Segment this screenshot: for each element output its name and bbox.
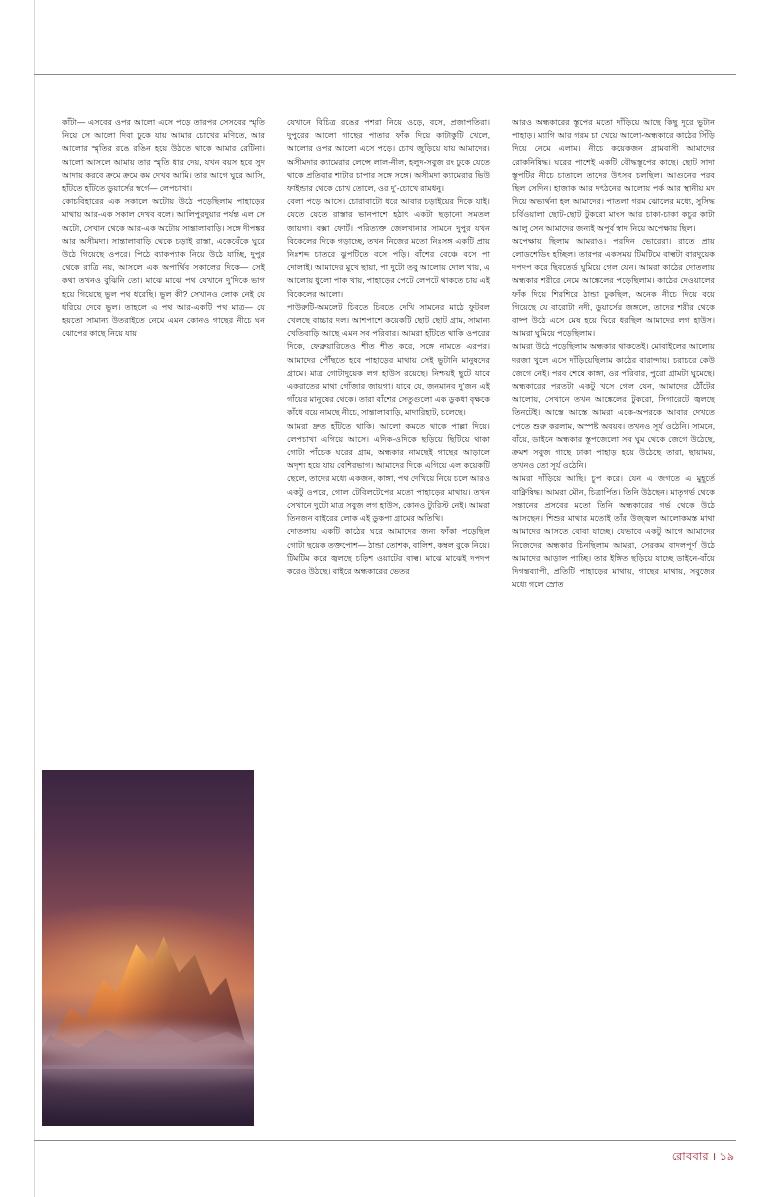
paragraph: আমরা দ্রুত হাঁটতে থাকি। আলো কমতে থাকে পাল্লা দিয়ে। লেপচাখা এগিয়ে আসে। এদিক-ওদিকে ছড়িয়ে ছিটিয়ে থাকা গোটা পাঁচেক ঘরের গ্রাম, অন্ধকার নামছেই গাছের আড়ালে অদৃশ্য হয়ে যায় বেশিরভাগ। আমাদের দিকে এগিয়ে এল কয়েকটি ছেলে, তাদের মধ্যে একজন, কাঙ্গা, পথ দেখিয়ে নিয়ে চলে আরও একটু ওপরে, গোল টেবিলটেপের মতো পাহাড়ের মাথায়। তখন সেখানে দুটো মাত্র সবুজ লগ হাউস, কোনও ট্যুরিস্ট নেই। আমরা তিনজন বাইরের লোক এই ডুকপা গ্রামের অতিথি।: [287, 421, 490, 524]
paragraph: কোচবিহারের এক সকালে অটোয় উঠে পড়েছিলাম পাহাড়ের মাথায় আর-এক সকাল দেখব বলে। আলিপুরদুয়ার পর্যন্ত এল সে অটো, সেখান থেকে আর-এক অটোয় সান্তালাবাড়ি। সঙ্গে দীপঙ্কর আর অসীমদা। সান্তালাবাড়ি থেকে চড়াই রাস্তা, একেবেঁকে ঘুরে উঠে গিয়েছে ওপরে। পিঠে ব্যাকপ্যাক নিয়ে উঠে যাচ্ছি, দুপুর থেকে রাত্রি নয়, আসলে এক অপার্থিব সকালের দিকে— সেই কথা তখনও বুঝিনি তো। মাঝে মাঝে পথ যেখানে দু’দিকে ভাগ হয়ে গিয়েছে ভুল পথ ধরেছি। ভুল কী? সেখানও লোক নেই যে ধরিয়ে দেবে ভুল। তাহলে এ পথ আর-একটি পথ মাত্র— যে হয়তো সামান্য উতরাইতে নেমে এমন কোনও গাছের নীচে ঘন ঝোপের কাছে নিয়ে যায়: [62, 197, 265, 339]
footer-separator: ।: [712, 1151, 717, 1163]
paragraph: পাউরুটি-অমলেট চিবতে চিবতে দেখি সামনের মাঠে ফুটবল খেলছে বাচ্চার দল। আশপাশে কয়েকটি ছোট ছোট গ্রাম, সামান্য খেতিবাড়ি আছে এমন সব পরিবার। আমরা হাঁটতে থাকি ওপরের দিকে, ফেব্রুয়ারিতেও শীত শীত করে, সঙ্গে নামতে এরপর। আমাদের পৌঁছতে হবে পাহাড়ের মাথায় সেই ভুটানি মানুষদের গ্রামে। মাত্র গোটাদুয়েক লগ হাউস রয়েছে। নিশ্চয়ই ছুটে যাবে একরাতের মাথা গোঁজার জায়গা। যাবে যে, জনমানব দু’জন এই গাঁয়ের মানুষের থেকে। তারা বাঁশের সেতুগুলো এক ডুকধা বৃক্ষকে কাঁধে বয়ে নামছে নীচে, সান্তালাবাড়ি, মাদারিহাট, চলেছে।: [287, 302, 490, 418]
bottom-rule: [34, 1140, 736, 1141]
spine-rule: [34, 0, 35, 1197]
page-footer: [672, 1148, 734, 1167]
paragraph: বেলা পড়ে আসে। চোরাবাটো ধরে আবার চড়াইয়ের দিকে যাই। যেতে যেতে রাস্তার ভানপাশে হঠাৎ একটা ছড়ানো সমতল জায়গা। বক্সা ফোর্ট। পরিত্যক্ত জেলখানার সামনে দুপুর যখন বিকেলের দিকে গড়াচ্ছে, তখন নিজের মতো নিঃসঙ্গ একটি প্রায় নিঃশব্দ চাতরে ঝুপটিতে বসে পড়ি। বাঁশের বেঞ্চে বসে পা দোলাই। আমাদের মুখে ছায়া, পা দুটো তবু আলোয় দোল খায়, এ আলোয় ধুলো পাক খায়, পাহাড়ের পেটে লেপটে থাকতে চায় এই বিকেলের আলো।: [287, 197, 490, 299]
page-number: ১৯: [719, 1151, 734, 1163]
paragraph: অপেক্ষায় ছিলাম আমরাও। পরদিন ভোরেরা। রাতে প্রায় লোডশেডিং হচ্ছিল। তারপর একসময় টিমটিমে বাল্বটা বারদুয়েক দপদপ করে ছিবতের্ড ঘুমিয়ে গেল যেন। আমরা কাঠের দোতলায় অন্ধকার শরীরে নেমে আঙ্কেলের পড়েছিলাম। কাঠের দেওয়ালের ফাঁক দিয়ে শিরশিরে ঠান্ডা ঢুকছিল, অনেক নীচে দিয়ে বয়ে গিয়েছে যে বারোটা নদী, ডুয়ার্সের জঙ্গলে, তাদের শরীর থেকে বাষ্প উঠে এসে মেষ হয়ে ঘিরে ধরছিল আমাদের লগ হাউস। আমরা ঘুমিয়ে পড়েছিলাম।: [512, 236, 715, 339]
paragraph: আমরা দাঁড়িয়ে আছি। চুপ করে। যেন এ জগতে এ মুহূর্তে বাক্নিষিদ্ধ। আমরা মৌন, চিত্রার্পিত। তিনি উঠছেন। মাতৃগর্ভ থেকে সন্তানের প্রসবের মতো তিনি অন্ধকারের গর্ভ থেকে উঠে আসছেন। শিশুর মাথার মতোই তাঁর উজ্জ্বল আলোকমস্ত মাথা আমাদের আসতে বোবা যাচ্ছে। যেভাবে একটু আগে আমাদের নিজেদের অন্ধকার চিনছিলাম আমরা, সেরকম বাদলপূর্ণ উঠে আমাদের আড়াল পাচ্ছি। তার ইঙ্গিত ছড়িয়ে যাচ্ছে ডাইনে-বাঁয়ে দিগন্তব্যাপী, প্রতিটি পাহাড়ের মাথায়, গাছের মাথায়, সবুজের মধ্যে গলে স্রোত: [512, 474, 715, 590]
paragraph: আমরা উঠে পড়েছিলাম অন্ধকার থাকতেই। মোবাইলের আলোয় দরজা খুলে এসে দাঁড়িয়েছিলাম কাঠের বারান্দায়। চরাচরে কেউ জেগে নেই। পরব শেষে কাঙ্গা, ওর পরিবার, পুরো গ্রামটা ঘুমেছে। অন্ধকারের পরতটা একটু খসে গেল যেন, আমাদের ঠৌঁটের আলোয়, সেখানে তখন আঙ্কেলের টুকরো, সিগারেটে জ্বলছে তিনটেই। আস্তে আস্তে আমরা একে-অপরকে আবার দেখতে পেতে শুরু করলাম, অস্পষ্ট অবয়ব। তখনও সূর্য ওঠেনি। সামনে, বাঁয়ে, ডাইনে অন্ধকার স্তূপজেলো সব ঘুম থেকে জেগে উঠেছে, ক্রমশ সবুজ গাছে ঢাকা পাহাড় হয়ে উঠেছে তারা, ছায়াময়, তখনও তো সূর্য ওঠেনি।: [512, 342, 715, 471]
paragraph: আরও অন্ধকারের স্তূপের মতো দাঁড়িয়ে আছে কিছু দূরে ভুটান পাহাড়। ম্যাগি আর গরম চা খেয়ে আলো-অন্ধকারে কাঠের সিঁড়ি দিয়ে নেমে এলাম। নীচে কয়েকজন গ্রামবাসী আমাদের রোকনিষিদ্ধ। ঘরের পাশেই একটি বৌদ্ধস্তূপের কাছে। ছোট সাদা স্তূপটির নীচে চাতালে তাদের উৎসব চলছিল। আগুনের পরব ছিল সেদিন। হাজাক আর দৎঠনের আলোয় পর্ক আর স্থানীয় মদ দিয়ে অভ্যর্থনা হল আমাদের। পাতলা গরম ঝোলের মধ্যে, সুসিদ্ধ চর্বিওয়ালা ছোট-ছোট টুকরো মাংস আর চাকা-চাকা কচুর কাটা আলু সেন আমাদের জন্যই অপূর্ব স্বাদ নিয়ে অপেক্ষায় ছিল।: [512, 118, 715, 233]
paragraph: কাঁটা— এসবের ওপর আলো এসে পড়ে তারপর সেসবের স্মৃতি নিয়ে সে আলো দিবা ঢুকে যায় আমার চোখের মণিতে, আর আলোর স্মৃতির রঙে রঙিন হয়ে উঠতে থাকে আমার রেটিনা। আলো আসলে আমায় তার স্মৃতি ধার দেয়, যখন বয়স হবে সুদ আদায় করবে ক্রমে ক্রমে কম দেখব আমি। তার আগে ঘুরে আসি, হাঁটতে হাঁটতে ডুয়ার্সের স্বর্গে— লেপচাখা।: [62, 118, 265, 194]
paragraph: দোতলায় একটি কাঠের ঘরে আমাদের জন্য ফাঁকা পড়েছিল গোটা ছয়েক তক্তপোশ— ঠান্ডা তোশক, বালিশ, কম্বল বুকে নিয়ে। টিমটিম করে জ্বলছে চড়িশ ওয়াটের বাল্ব। মাঝে মাঝেই দপদপ করেও উঠছে। বাইরে অন্ধকারের ভেতর: [287, 527, 490, 576]
photo-foreground: [42, 1069, 254, 1126]
paragraph: যেখানে বিচিত্র রঙের পশরা নিয়ে ওড়ে, বসে, প্রজাপতিরা। দুপুরের আলো গাছের পাতার ফাঁক দিয়ে কাটাকুটি খেলে, আলোর ওপর আলো এসে পড়ে। চোখ জুড়িয়ে যায় আমাদের। অসীমদার ক্যামেরার লেন্সে লাল-নীল, হলুদ-সবুজ রং ঢুকে যেতে থাকে প্রতিবার শাটার চাপার সঙ্গে সঙ্গে। অসীমদা ক্যামেরার ভিউ ফাইন্ডার থেকে চোখ তোলে, ওর দু’-চোখে রামধনু।: [287, 118, 490, 194]
top-rule: [34, 74, 736, 75]
magazine-name: রোববার: [671, 1151, 710, 1163]
mountain-sunrise-photo: [42, 770, 254, 1126]
text-column-2: [287, 116, 490, 1126]
text-column-3: [512, 116, 715, 1126]
